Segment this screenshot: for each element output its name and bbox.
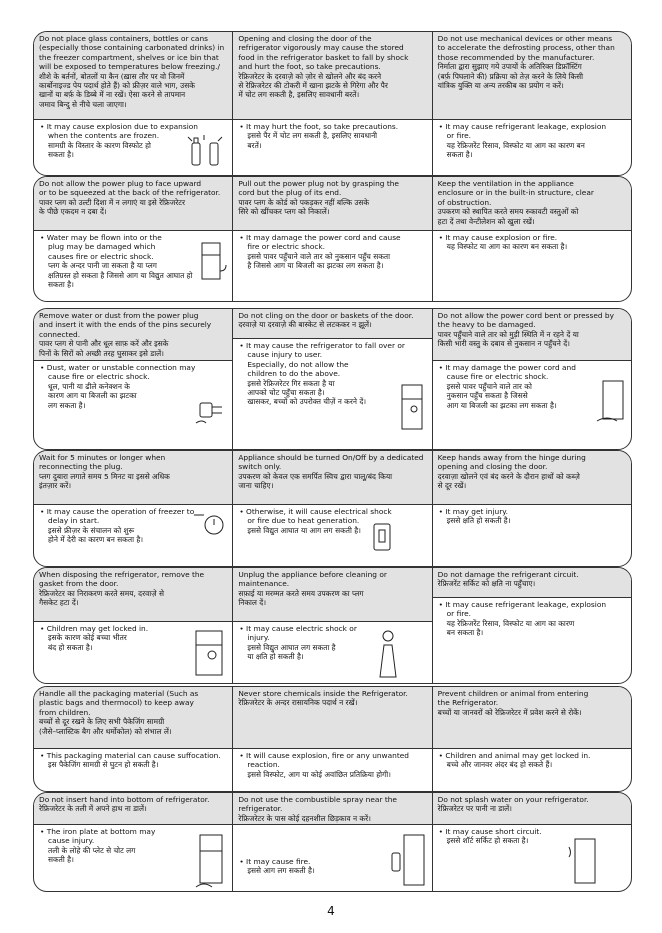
- warning-cell: [432, 177, 631, 301]
- warning-header: Unplug the appliance before cleaning or maintenance. सफ़ाई या मरम्मत करते समय उपकरण का प्लग निकाल दें।: [233, 568, 431, 622]
- warning-row-2: [33, 176, 632, 302]
- warning-cell: [232, 177, 431, 301]
- unplug-wait-icon: [192, 507, 228, 543]
- warning-body: • It may damage the power cord and cause fire or electric shock. इससे पावर पहुँचाने वाले तार को नुकसान पहुँच सकता है जिससे आग या बिजली का झटका लग सकता है।: [238, 233, 427, 271]
- warning-header: Keep the ventilation in the appliance enclosure or in the built-in structure, clear of obstruction. उपकरण को स्थापित करते समय रुकावटी वस्तुओं को हटा दें तथा वेन्टीलेशन को खुला रखें।: [433, 177, 631, 231]
- warning-cell: [34, 568, 232, 683]
- water-splash-fridge-icon: [567, 837, 601, 887]
- warning-body: • It may cause short circuit. इससे शॉर्ट सर्किट हो सकता है।: [438, 827, 627, 846]
- refrigerator-plug-icon: [198, 241, 228, 281]
- warning-body: • It may cause electric shock or injury. इससे विद्युत आघात लग सकता है या क्षति हो सकती है।: [238, 624, 427, 662]
- page-number: 4: [327, 904, 335, 918]
- dusty-plug-icon: [194, 393, 228, 427]
- warning-row-7: [33, 792, 632, 892]
- warning-header: Do not insert hand into bottom of refrigerator. रेफ्रिजरेटर के तली में अपने हाथ ना डालें।: [34, 793, 232, 825]
- warning-cell: [232, 568, 431, 683]
- warning-cell: [432, 687, 631, 791]
- warning-header: Remove water or dust from the power plug and insert it with the ends of the pins securely connected. पावर प्लग से पानी और धूल साफ़ करें और इसके पिनों के सिरों को अच्छी तरह घुसाकर इसे डालें।: [34, 309, 232, 361]
- hand-under-fridge-icon: [194, 833, 228, 889]
- pressed-cord-icon: [595, 379, 627, 423]
- warning-cell: [432, 793, 631, 891]
- warning-body: • It may cause the refrigerator to fall over or cause injury to user. Especially, do not allow the children to do the above. इससे रेफ्रिजरेटर गिर सकता है या आपको चोट पहुँचा सकता है। खासकर, बच्चों को उपरोक्त चीज़ें न करने दें।: [238, 341, 427, 407]
- warning-cell: [432, 451, 631, 566]
- warning-body: • It may damage the power cord and cause fire or electric shock. इससे पावर पहुँचाने वाले तार को नुकसान पहुँच सकता है जिससे आग या बिजली का झटका लग सकता है।: [438, 363, 627, 410]
- child-on-door-icon: [398, 383, 428, 431]
- warning-body: • The iron plate at bottom may cause injury. तली के लोहे की प्लेट से चोट लग सकती है।: [39, 827, 228, 865]
- warning-cell: [232, 687, 431, 791]
- warning-cell: [432, 32, 631, 175]
- warning-header: Keep hands away from the hinge during opening and closing the door. दरवाज़ा खोलने एवं बंद करने के दौरान हाथों को कब्ज़े से दूर रखें।: [433, 451, 631, 505]
- warning-body: • It may cause fire. इससे आग लग सकती है।: [238, 857, 427, 876]
- warning-body: • It may get injury. इससे क्षति हो सकती है।: [438, 507, 627, 526]
- spray-can-icon: [388, 833, 428, 889]
- warning-body: • This packaging material can cause suffocation. इस पैकेजिंग सामग्री से घुटन हो सकती है।: [39, 751, 228, 770]
- warning-header: Do not splash water on your refrigerator. रेफ्रिजरेटर पर पानी ना डालें।: [433, 793, 631, 825]
- warning-body: • Children may get locked in. इसके कारण कोई बच्चा भीतर बंद हो सकता है।: [39, 624, 228, 652]
- warning-header: Do not allow the power plug to face upward or to be squeezed at the back of the refrigerator. पावर प्लग को उल्टी दिशा में न लगाएं या इसे रेफ्रिजरेटर के पीछे एकदम न दबा दें।: [34, 177, 232, 231]
- warning-body: • Children and animal may get locked in. बच्चे और जानवर अंदर बंद हो सकते हैं।: [438, 751, 627, 770]
- warning-header: When disposing the refrigerator, remove the gasket from the door. रेफ्रिजरेटर का निराकरण करते समय, दरवाज़े से गैसकेट हटा दें।: [34, 568, 232, 622]
- warning-cell: [34, 451, 232, 566]
- warning-header: Do not damage the refrigerant circuit. रेफ्रिजरेंट सर्किट को क्षति ना पहुँचाए।: [433, 568, 631, 598]
- warning-header: Do not use mechanical devices or other means to accelerate the defrosting process, other than those recommended by the manufacturer. निर्माता द्वारा सुझाए गये उपायों के अतिरिक्त डिफ्रॉस्टिंग (बर्फ़ पिघलाने की) प्रक्रिया को तेज़ करने के लिये किसी यांत्रिक युक्ति या अन्य तरकीब का प्रयोग न करें।: [433, 32, 631, 120]
- warning-body: • It may cause the operation of freezer to delay in start. इससे फ्रीज़र के संचालन को शुरू होने में देरी का कारण बन सकता है।: [39, 507, 228, 545]
- warning-row-4: [33, 450, 632, 567]
- person-cleaning-icon: [374, 629, 402, 679]
- warning-cell: [232, 309, 431, 449]
- warning-header: Wait for 5 minutes or longer when reconnecting the plug. प्लग दुबारा लगाते समय 5 मिनट या इससे अधिक इंतज़ार करें।: [34, 451, 232, 505]
- bottle-explosion-icon: [186, 133, 228, 171]
- warning-body: • Otherwise, it will cause electrical shock or fire due to heat generation. इससे विद्युत आघात या आग लग सकती है।: [238, 507, 427, 535]
- warning-body: • It may cause refrigerant leakage, explosion or fire. यह रेफ्रिजरेंट रिसाव, विस्फोट या आग का कारण बन सकता है।: [438, 122, 627, 160]
- warning-body: • It will cause explosion, fire or any unwanted reaction. इससे विस्फोट, आग या कोई अवांछित प्रतिक्रिया होगी।: [238, 751, 427, 779]
- child-in-fridge-icon: [192, 629, 228, 677]
- warning-header: Do not use the combustible spray near the refrigerator. रेफ्रिजरेटर के पास कोई दहनशील छिड़काव न करें।: [233, 793, 431, 825]
- warning-header: Never store chemicals inside the Refrigerator. रेफ्रिजरेटर के अन्दर रासायनिक पदार्थ न रखें।: [233, 687, 431, 749]
- warning-cell: [432, 568, 631, 683]
- warning-header: Do not cling on the door or baskets of the door. दरवाज़े या दरवाज़े की बास्केट से लटककर न झूलें।: [233, 309, 431, 339]
- warning-body: • It may hurt the foot, so take precautions. इससे पैर में चोट लग सकती है, इसलिए सावधानी बरतें।: [238, 122, 427, 150]
- warning-body: • Water may be flown into or the plug may be damaged which causes fire or electric shock. प्लग के अन्दर पानी जा सकता है या प्लग क्षतिग्रस्त हो सकता है जिससे आग या विद्युत आघात हो सकता है।: [39, 233, 228, 289]
- warning-cell: [432, 309, 631, 449]
- warning-header: Do not allow the power cord bent or pressed by the heavy to be damaged. पावर पहुँचाने वाले तार को मुड़ी स्थिति में न रहने दें या किसी भारी वस्तु के दबाव से नुकसान न पहुँचने दें।: [433, 309, 631, 361]
- warning-cell: [232, 32, 431, 175]
- warning-cell: [34, 687, 232, 791]
- warning-row-6: [33, 686, 632, 792]
- warning-header: Handle all the packaging material (Such as plastic bags and thermocol) to keep away from children. बच्चों से दूर रखने के लिए सभी पैकेजिंग सामग्री (जैसे–प्लास्टिक बैग और थर्मोकोल) को संभाल लें।: [34, 687, 232, 749]
- warning-cell: [232, 793, 431, 891]
- warning-header: Pull out the power plug not by grasping the cord but the plug of its end. पावर प्लग के कोर्ड को पकड़कर नहीं बल्कि उसके सिरे को खींचकर प्लग को निकालें।: [233, 177, 431, 231]
- warning-cell: [34, 793, 232, 891]
- warning-cell: [34, 32, 232, 175]
- warning-header: Prevent children or animal from entering the Refrigerator. बच्चों या जानवरों को रेफ्रिजरेटर में प्रवेश करने से रोकें।: [433, 687, 631, 749]
- wall-switch-icon: [372, 522, 392, 552]
- warning-cell: [232, 451, 431, 566]
- warning-body: • Dust, water or unstable connection may cause fire or electric shock. धूल, पानी या ढीले कनेक्शन के कारण आग या बिजली का झटका लग सकता है।: [39, 363, 228, 410]
- warning-header: Opening and closing the door of the refrigerator vigorously may cause the stored food in the refrigerator basket to fall by shock and hurt the foot, so take precautions. रेफ्रिजरेटर के दरवाज़े को ज़ोर से खोलने और बंद करने से रेफ्रिजरेटर की टोकरी में खाना झटके से गिरेगा और पैर में चोट लग सकती है, इसलिए सावधानी बरतें।: [233, 32, 431, 120]
- warning-row-1: [33, 31, 632, 176]
- warning-header: Do not place glass containers, bottles or cans (especially those containing carbonated drinks) in the freezer compartment, shelves or ice bin that will be exposed to temperatures below freezing./ शीशे के बर्तनों, बोतलों या कैन (ख़ास तौर पर वो जिनमें कार्बोनाइज्ड पेय पदार्थ होते हैं) को फ्रीज़र वाले भाग, उसके खानों या बर्फ़ के डिब्बे में ना रखें। ऐसा करने से तापमान जमाव बिन्दु से नीचे चला जाएगा।: [34, 32, 232, 120]
- warning-header: Appliance should be turned On/Off by a dedicated switch only. उपकरण को केवल एक समर्पित स्विच द्वारा चालू/बंद किया जाना चाहिए।: [233, 451, 431, 505]
- warning-row-5: [33, 567, 632, 684]
- warning-body: • It may cause explosion or fire. यह विस्फोट या आग का कारण बन सकता है।: [438, 233, 627, 252]
- warning-row-3: [33, 308, 632, 450]
- warning-body: • It may cause explosion due to expansion when the contents are frozen. सामग्री के विस्तार के कारण विस्फोट हो सकता है।: [39, 122, 228, 160]
- warning-cell: [34, 177, 232, 301]
- warning-cell: [34, 309, 232, 449]
- warning-body: • It may cause refrigerant leakage, explosion or fire. यह रेफ्रिजरेंट रिसाव, विस्फोट या आग का कारण बन सकता है।: [438, 600, 627, 638]
